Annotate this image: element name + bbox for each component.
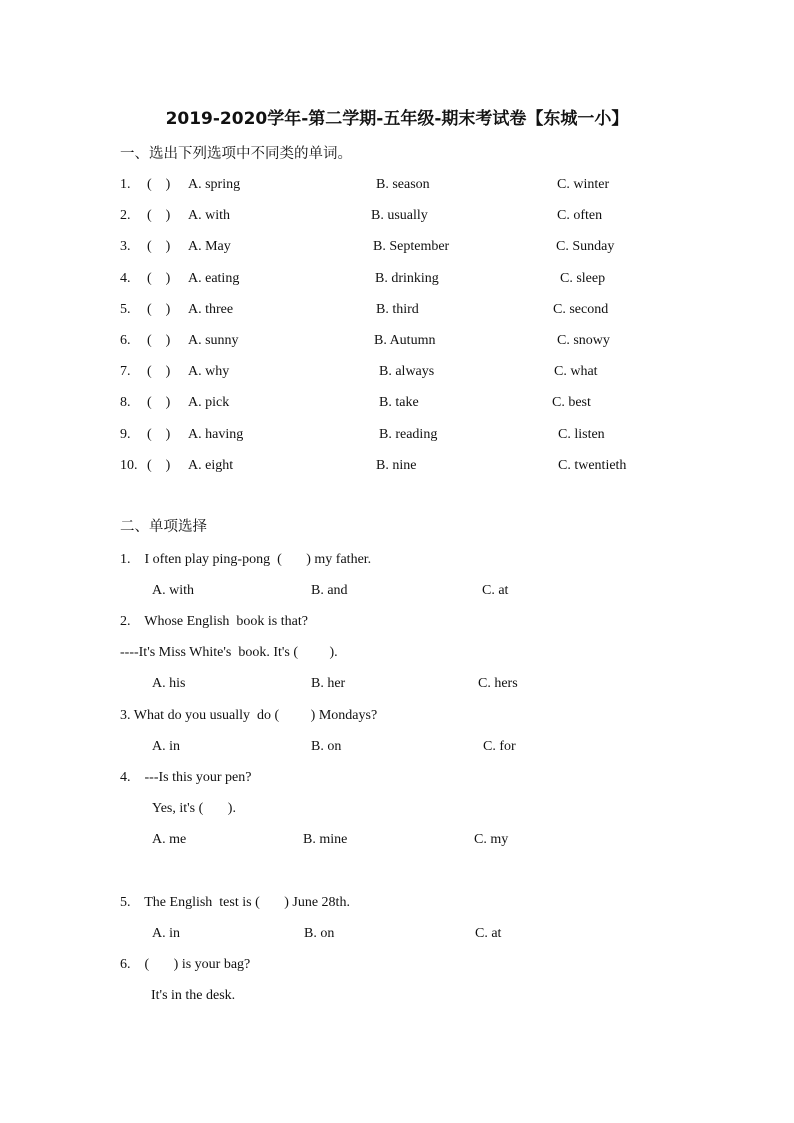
q3-option-a[interactable]: A. in xyxy=(152,739,180,754)
question-number: 10. xyxy=(120,458,138,473)
q2-options xyxy=(0,675,794,693)
page-title: 2019-2020学年-第二学期-五年级-期末考试卷【东城一小】 xyxy=(165,109,629,129)
q4-options xyxy=(0,831,794,849)
q2-option-c[interactable]: C. hers xyxy=(478,676,518,691)
option-c[interactable]: C. best xyxy=(552,395,591,410)
option-a[interactable]: A. why xyxy=(188,364,230,379)
question-number: 6. xyxy=(120,333,131,348)
option-b[interactable]: B. nine xyxy=(376,458,417,473)
part1-row xyxy=(0,238,794,256)
q6-stem-answer: It's in the desk. xyxy=(151,988,236,1003)
question-number: 9. xyxy=(120,427,131,442)
q2-option-b[interactable]: B. her xyxy=(311,676,346,691)
part1-row xyxy=(0,363,794,381)
q6-stem: 6. ( ) is your bag? xyxy=(120,957,251,972)
answer-blank[interactable]: ( ) xyxy=(147,177,171,192)
q1-option-c[interactable]: C. at xyxy=(482,583,509,598)
part1-heading: 一、选出下列选项中不同类的单词。 xyxy=(120,146,352,162)
q4-option-b[interactable]: B. mine xyxy=(303,832,348,847)
option-c[interactable]: C. snowy xyxy=(557,333,610,348)
option-a[interactable]: A. eight xyxy=(188,458,234,473)
option-b[interactable]: B. third xyxy=(376,302,419,317)
answer-blank[interactable]: ( ) xyxy=(147,333,171,348)
answer-blank[interactable]: ( ) xyxy=(147,302,171,317)
q3-stem: 3. What do you usually do ( ) Mondays? xyxy=(120,708,378,723)
q2-option-a[interactable]: A. his xyxy=(152,676,186,691)
q4-option-c[interactable]: C. my xyxy=(474,832,509,847)
option-c[interactable]: C. sleep xyxy=(560,271,606,286)
option-c[interactable]: C. what xyxy=(554,364,598,379)
question-number: 7. xyxy=(120,364,131,379)
q1-options xyxy=(0,582,794,600)
option-b[interactable]: B. Autumn xyxy=(374,333,436,348)
q3-option-c[interactable]: C. for xyxy=(483,739,516,754)
q1-option-a[interactable]: A. with xyxy=(152,583,194,598)
option-a[interactable]: A. spring xyxy=(188,177,241,192)
part2-heading: 二、单项选择 xyxy=(120,519,207,535)
question-number: 3. xyxy=(120,239,131,254)
question-number: 4. xyxy=(120,271,131,286)
option-b[interactable]: B. always xyxy=(379,364,435,379)
part1-row xyxy=(0,301,794,319)
option-b[interactable]: B. season xyxy=(376,177,430,192)
q5-stem: 5. The English test is ( ) June 28th. xyxy=(120,895,350,910)
answer-blank[interactable]: ( ) xyxy=(147,427,171,442)
option-b[interactable]: B. September xyxy=(373,239,450,254)
option-a[interactable]: A. May xyxy=(188,239,231,254)
option-c[interactable]: C. winter xyxy=(557,177,610,192)
part1-row xyxy=(0,332,794,350)
part1-row xyxy=(0,426,794,444)
option-b[interactable]: B. usually xyxy=(371,208,428,223)
part1-row xyxy=(0,270,794,288)
question-number: 8. xyxy=(120,395,131,410)
option-c[interactable]: C. second xyxy=(553,302,609,317)
q5-options xyxy=(0,925,794,943)
option-c[interactable]: C. often xyxy=(557,208,603,223)
part1-row xyxy=(0,457,794,475)
q4-option-a[interactable]: A. me xyxy=(152,832,187,847)
part1-row xyxy=(0,394,794,412)
q1-option-b[interactable]: B. and xyxy=(311,583,348,598)
q1-stem: 1. I often play ping-pong ( ) my father. xyxy=(120,552,372,567)
q4-stem-answer: Yes, it's ( ). xyxy=(152,801,236,816)
question-number: 2. xyxy=(120,208,131,223)
q2-stem: 2. Whose English book is that? xyxy=(120,614,308,629)
option-b[interactable]: B. drinking xyxy=(375,271,439,286)
option-c[interactable]: C. listen xyxy=(558,427,605,442)
q5-option-b[interactable]: B. on xyxy=(304,926,335,941)
option-a[interactable]: A. sunny xyxy=(188,333,239,348)
option-a[interactable]: A. having xyxy=(188,427,244,442)
answer-blank[interactable]: ( ) xyxy=(147,239,171,254)
option-a[interactable]: A. eating xyxy=(188,271,240,286)
part1-row xyxy=(0,207,794,225)
q4-stem: 4. ---Is this your pen? xyxy=(120,770,252,785)
answer-blank[interactable]: ( ) xyxy=(147,395,171,410)
answer-blank[interactable]: ( ) xyxy=(147,271,171,286)
q2-stem-answer: ----It's Miss White's book. It's ( ). xyxy=(120,645,338,660)
option-a[interactable]: A. with xyxy=(188,208,230,223)
question-number: 5. xyxy=(120,302,131,317)
part1-row xyxy=(0,176,794,194)
q5-option-c[interactable]: C. at xyxy=(475,926,502,941)
question-number: 1. xyxy=(120,177,131,192)
option-a[interactable]: A. three xyxy=(188,302,234,317)
q3-options xyxy=(0,738,794,756)
answer-blank[interactable]: ( ) xyxy=(147,364,171,379)
option-a[interactable]: A. pick xyxy=(188,395,230,410)
q5-option-a[interactable]: A. in xyxy=(152,926,180,941)
option-c[interactable]: C. Sunday xyxy=(556,239,615,254)
option-c[interactable]: C. twentieth xyxy=(558,458,627,473)
answer-blank[interactable]: ( ) xyxy=(147,208,171,223)
option-b[interactable]: B. take xyxy=(379,395,419,410)
q3-option-b[interactable]: B. on xyxy=(311,739,342,754)
option-b[interactable]: B. reading xyxy=(379,427,438,442)
answer-blank[interactable]: ( ) xyxy=(147,458,171,473)
